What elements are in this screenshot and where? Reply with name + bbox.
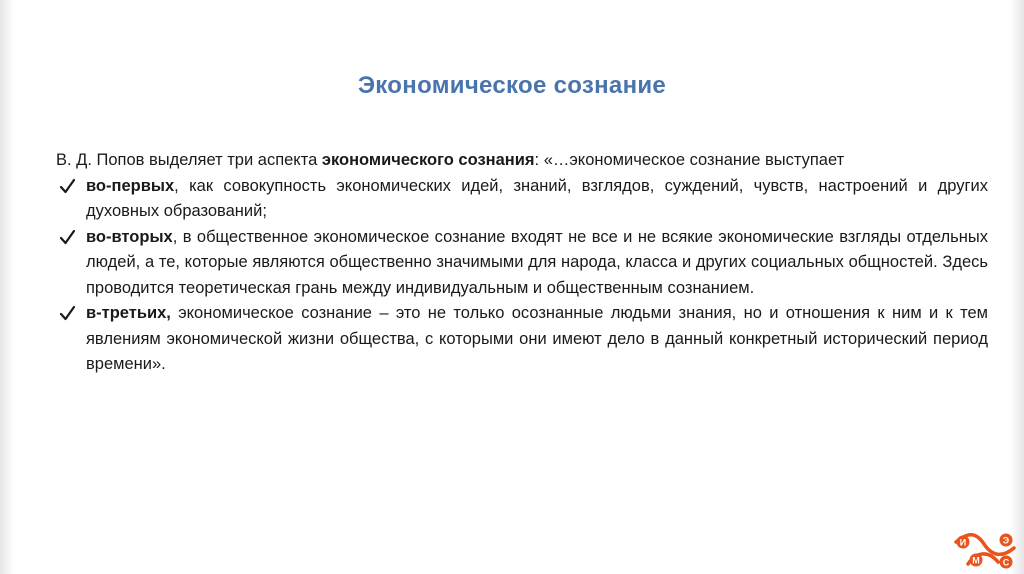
check-mark-icon	[58, 174, 78, 199]
intro-text-after: : «…экономическое сознание выступает	[534, 151, 845, 169]
bullet-2-text: , в общественное экономическое сознание входят не все и не всякие экономические взгляды отдельных людей, а те, которые являются общественно значимыми для народа, класса и других социальных общностей. Здесь проводится теоретическая грань между индивидуальным и общественным сознанием.	[86, 227, 988, 297]
bullet-3-bold: в-третьих,	[86, 304, 171, 322]
bullet-item-2	[56, 225, 988, 302]
check-mark-icon	[58, 301, 78, 326]
bullet-2-bold: во-вторых	[86, 227, 173, 246]
logo-letter-3: М	[972, 555, 980, 566]
check-mark-icon	[58, 225, 78, 250]
bullet-item-1	[56, 174, 988, 225]
bullet-1-bold: во-первых	[86, 176, 175, 195]
intro-paragraph	[56, 148, 988, 174]
slide-title: Экономическое сознание	[357, 72, 667, 99]
bullet-1-text: , как совокупность экономических идей, знаний, взглядов, суждений, чувств, настроений и других духовных образований;	[86, 176, 988, 220]
intro-text-before: В. Д. Попов выделяет три аспекта	[56, 151, 322, 169]
imes-logo	[954, 528, 1018, 570]
slide-body	[56, 148, 988, 378]
bullet-item-3	[56, 301, 988, 378]
bullet-3-text: экономическое сознание – это не только осознанные людьми знания, но и отношения к ним и к тем явлениям экономической жизни общества, с которыми они имеют дело в данный конкретный исторический период времени».	[86, 304, 988, 373]
intro-bold: экономического сознания	[321, 151, 535, 169]
logo-letter-1: И	[959, 537, 967, 548]
logo-letter-2: Э	[1002, 535, 1010, 546]
logo-letter-4: С	[1002, 557, 1010, 568]
